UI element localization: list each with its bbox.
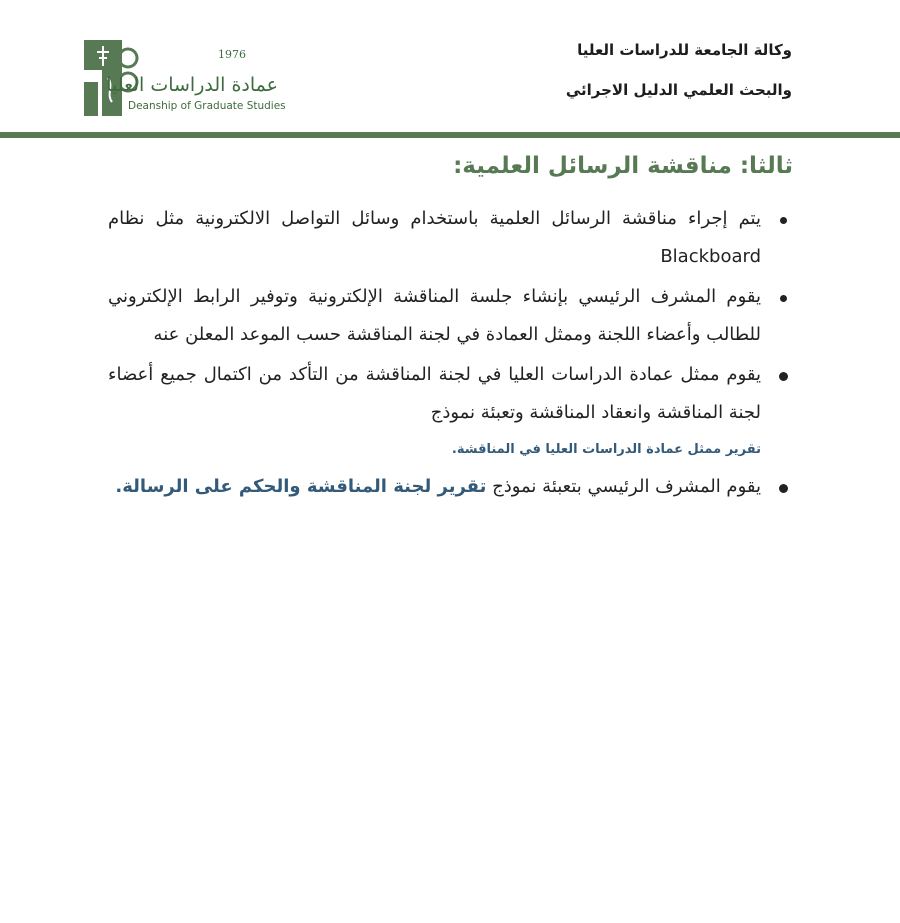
list-item-text: يقوم المشرف الرئيسي بإنشاء جلسة المناقشة الإلكترونية وتوفير الرابط الإلكتروني للطالب وأعضاء اللجنة وممثل العمادة في لجنة المناقشة حسب الموعد المعلن عنه bbox=[108, 286, 761, 345]
list-item bbox=[108, 356, 793, 462]
list-item-text bbox=[108, 468, 761, 506]
header-titles bbox=[472, 40, 792, 100]
list-item bbox=[108, 278, 793, 354]
logo-year: 1976 bbox=[218, 48, 246, 61]
form-name-highlight: تقرير لجنة المناقشة والحكم على الرسالة. bbox=[115, 476, 487, 497]
header-divider bbox=[0, 132, 900, 138]
bullet-icon bbox=[780, 295, 787, 302]
bullet-icon bbox=[779, 372, 788, 381]
list-item bbox=[108, 200, 793, 276]
list-item-text-plain: يقوم المشرف الرئيسي بتعبئة نموذج bbox=[486, 476, 761, 497]
logo-arabic-name: عمادة الدراسات العليا bbox=[106, 74, 278, 96]
page-header bbox=[0, 0, 900, 132]
header-title-line-1: وكالة الجامعة للدراسات العليا bbox=[577, 41, 792, 59]
list-item-text: يقوم ممثل عمادة الدراسات العليا في لجنة المناقشة من التأكد من اكتمال جميع أعضاء لجنة المناقشة وانعقاد المناقشة وتعبئة نموذج bbox=[108, 364, 761, 423]
list-item bbox=[108, 468, 793, 506]
procedure-list bbox=[108, 200, 793, 506]
section-title: ثالثا: مناقشة الرسائل العلمية: bbox=[453, 153, 793, 179]
bullet-icon bbox=[780, 217, 787, 224]
header-title-line-2: والبحث العلمي الدليل الاجرائي bbox=[565, 81, 792, 99]
form-name-note: تقرير ممثل عمادة الدراسات العليا في المناقشة. bbox=[451, 442, 761, 457]
main-content bbox=[108, 148, 793, 508]
logo-english-name: Deanship of Graduate Studies bbox=[128, 100, 286, 112]
bullet-icon bbox=[779, 484, 788, 493]
list-item-text: يتم إجراء مناقشة الرسائل العلمية باستخدام وسائل التواصل الالكترونية مثل نظام Blackboard bbox=[108, 208, 761, 267]
deanship-logo bbox=[82, 38, 286, 120]
